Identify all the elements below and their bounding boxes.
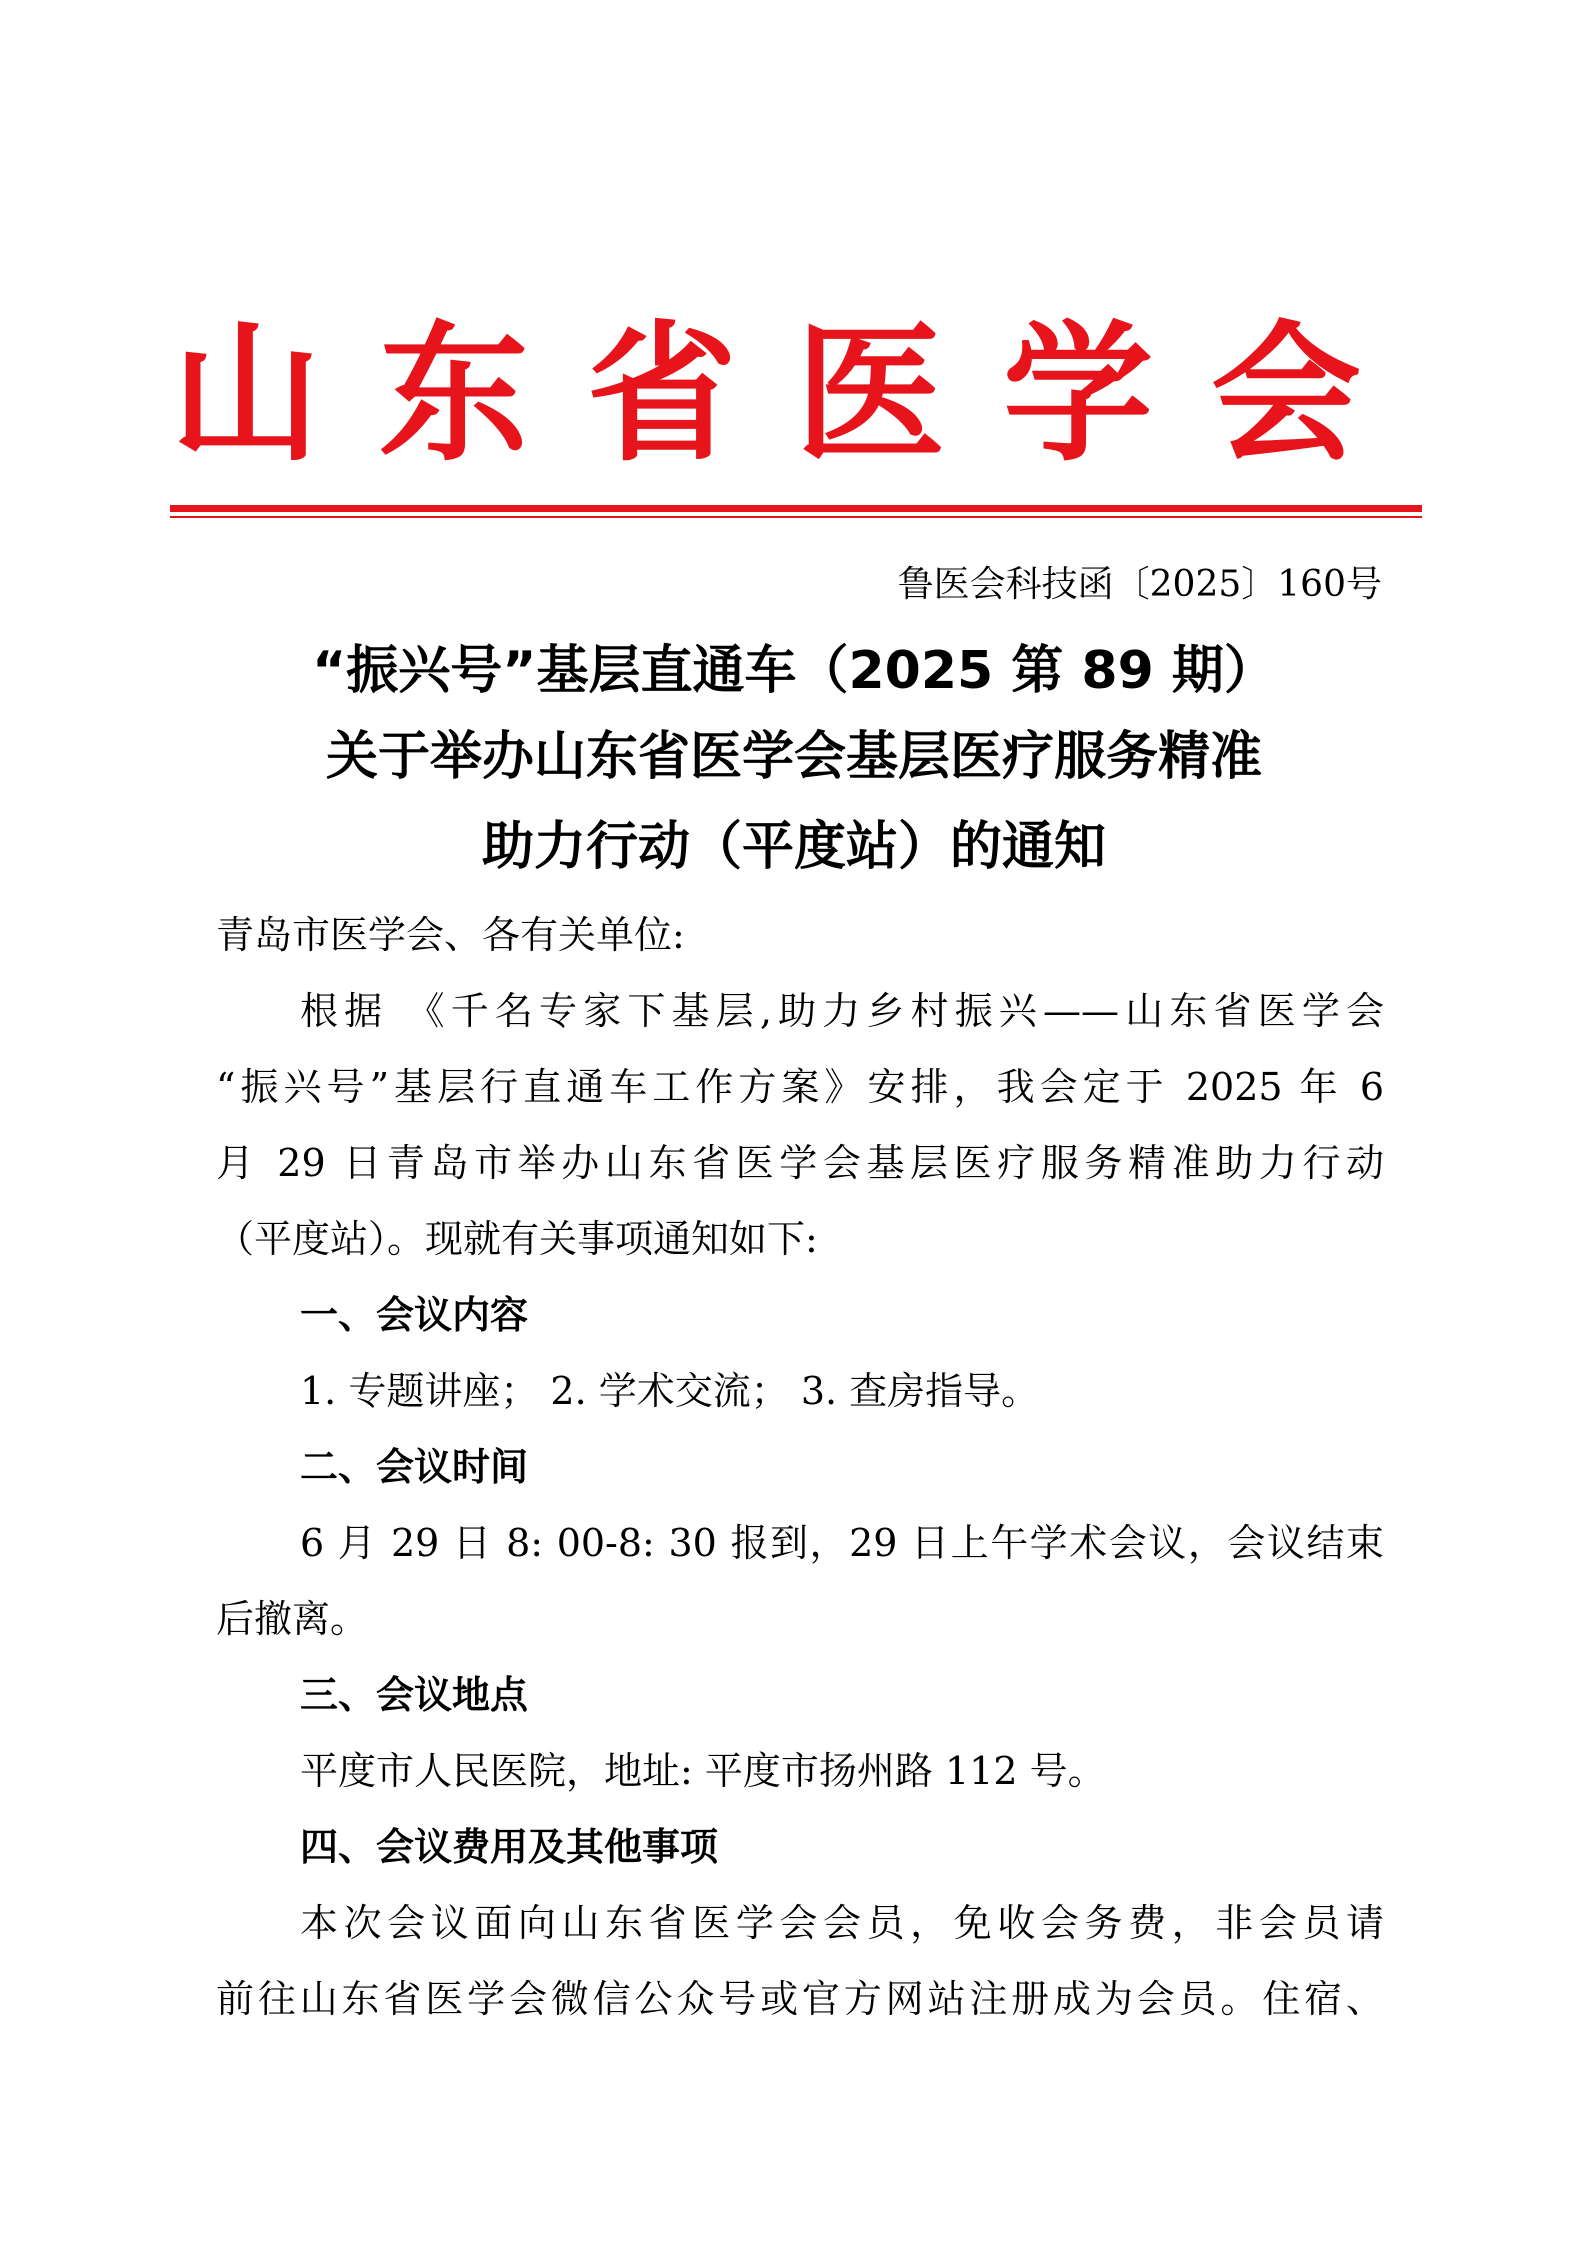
masthead-red-rule-thin bbox=[170, 516, 1422, 518]
intro-paragraph-line: “振兴号”基层行直通车工作方案》安排，我会定于 2025 年 6 bbox=[216, 1065, 1384, 1109]
intro-paragraph-line: （平度站）。现就有关事项通知如下: bbox=[216, 1217, 818, 1261]
intro-paragraph-line: 根据 《千名专家下基层,助力乡村振兴——山东省医学会 bbox=[300, 989, 1384, 1033]
recipients-line: 青岛市医学会、各有关单位: bbox=[216, 913, 685, 957]
intro-paragraph-line: 月 29 日青岛市举办山东省医学会基层医疗服务精准助力行动 bbox=[216, 1141, 1384, 1185]
document-title-line-3: 助力行动（平度站）的通知 bbox=[481, 817, 1106, 877]
masthead-red-rule-thick bbox=[170, 505, 1422, 512]
section-time-line: 6 月 29 日 8: 00-8: 30 报到，29 日上午学术会议，会议结束 bbox=[300, 1521, 1384, 1565]
document-title-line-2: 关于举办山东省医学会基层医疗服务精准 bbox=[325, 727, 1262, 787]
section-fees-line: 前往山东省医学会微信公众号或官方网站注册成为会员。住宿、 bbox=[216, 1977, 1384, 2021]
section-heading-content: 一、会议内容 bbox=[300, 1293, 529, 1337]
section-time-line: 后撤离。 bbox=[216, 1597, 369, 1641]
section-fees-line: 本次会议面向山东省医学会会员，免收会务费，非会员请 bbox=[300, 1901, 1384, 1945]
section-location-line: 平度市人民医院，地址: 平度市扬州路 112 号。 bbox=[300, 1749, 1106, 1793]
document-title-line-1: “振兴号”基层直通车（2025 第 89 期） bbox=[312, 641, 1276, 701]
section-heading-time: 二、会议时间 bbox=[300, 1445, 529, 1489]
document-number: 鲁医会科技函〔2025〕160号 bbox=[897, 564, 1382, 605]
section-heading-fees: 四、会议费用及其他事项 bbox=[300, 1825, 719, 1869]
section-heading-location: 三、会议地点 bbox=[300, 1673, 529, 1717]
section-content-line: 1. 专题讲座； 2. 学术交流； 3. 查房指导。 bbox=[300, 1369, 1040, 1413]
org-name-masthead: 山东省医学会 bbox=[170, 308, 1419, 482]
